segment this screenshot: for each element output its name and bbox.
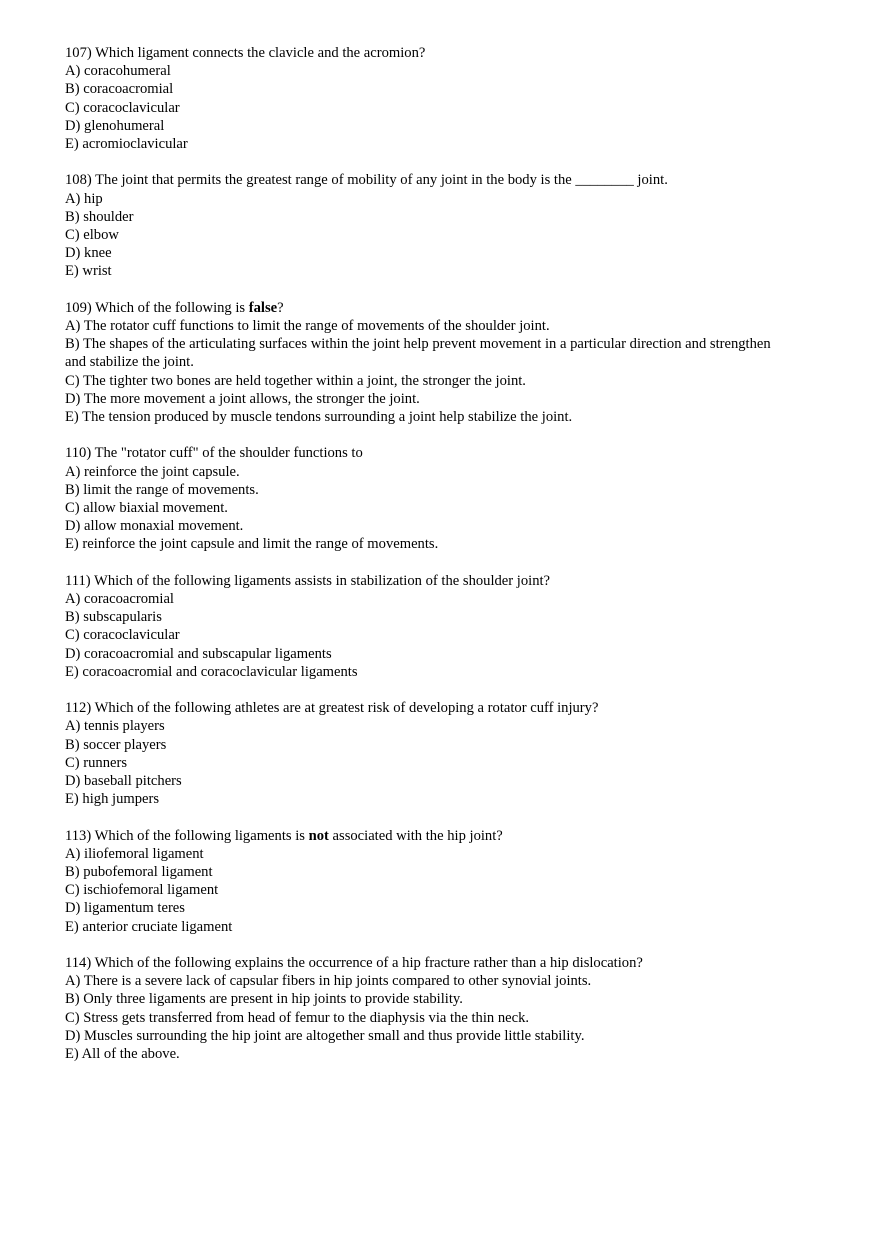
answer-option: A) The rotator cuff functions to limit the range of movements of the shoulder joint. bbox=[65, 318, 550, 335]
answer-option: A) iliofemoral ligament bbox=[65, 845, 204, 862]
answer-option: C) ischiofemoral ligament bbox=[65, 882, 219, 899]
answer-option: D) Muscles surrounding the hip joint are altogether small and thus provide little stability. bbox=[65, 1027, 585, 1044]
answer-option: A) reinforce the joint capsule. bbox=[65, 463, 240, 480]
answer-option: C) runners bbox=[65, 754, 128, 771]
answer-option: B) limit the range of movements. bbox=[65, 481, 259, 498]
answer-option: D) ligamentum teres bbox=[65, 900, 185, 917]
answer-option: C) allow biaxial movement. bbox=[65, 500, 228, 517]
question-stem: 108) The joint that permits the greatest range of mobility of any joint in the body is the ________ joint. bbox=[65, 172, 668, 189]
answer-option: C) The tighter two bones are held together within a joint, the stronger the joint. bbox=[65, 372, 526, 389]
answer-option: B) shoulder bbox=[65, 208, 134, 225]
answer-option: C) coracoclavicular bbox=[65, 99, 180, 116]
question-112 bbox=[65, 699, 785, 808]
question-111 bbox=[65, 572, 785, 681]
answer-option: A) tennis players bbox=[65, 718, 165, 735]
answer-option: E) reinforce the joint capsule and limit the range of movements. bbox=[65, 536, 439, 553]
answer-option: D) The more movement a joint allows, the stronger the joint. bbox=[65, 390, 420, 407]
answer-option: E) wrist bbox=[65, 263, 112, 280]
answer-option: D) baseball pitchers bbox=[65, 773, 182, 790]
question-113 bbox=[65, 827, 785, 936]
answer-option: A) hip bbox=[65, 190, 103, 207]
answer-option: E) high jumpers bbox=[65, 791, 160, 808]
question-stem: 113) Which of the following ligaments is not associated with the hip joint? bbox=[65, 827, 503, 844]
question-stem: 109) Which of the following is false? bbox=[65, 299, 284, 316]
question-stem: 107) Which ligament connects the clavicle and the acromion? bbox=[65, 45, 426, 61]
answer-option: B) coracoacromial bbox=[65, 81, 174, 98]
answer-option: C) coracoclavicular bbox=[65, 627, 180, 644]
question-stem: 112) Which of the following athletes are at greatest risk of developing a rotator cuff injury? bbox=[65, 700, 599, 717]
answer-option: E) The tension produced by muscle tendons surrounding a joint help stabilize the joint. bbox=[65, 409, 573, 426]
question-stem: 111) Which of the following ligaments assists in stabilization of the shoulder joint? bbox=[65, 572, 551, 589]
question-109 bbox=[65, 299, 785, 426]
question-114 bbox=[65, 954, 785, 1063]
answer-option: A) coracohumeral bbox=[65, 63, 171, 80]
answer-option: B) subscapularis bbox=[65, 609, 162, 626]
answer-option: C) elbow bbox=[65, 227, 119, 244]
question-stem: 114) Which of the following explains the occurrence of a hip fracture rather than a hip dislocation? bbox=[65, 955, 643, 972]
answer-option: E) acromioclavicular bbox=[65, 136, 188, 153]
answer-option: B) pubofemoral ligament bbox=[65, 864, 213, 881]
answer-option: E) anterior cruciate ligament bbox=[65, 918, 233, 935]
document-page bbox=[65, 44, 785, 1081]
answer-option: D) allow monaxial movement. bbox=[65, 518, 244, 535]
answer-option: B) The shapes of the articulating surfaces within the joint help prevent movement in a particular direction and strengthen and stabilize the joint. bbox=[65, 336, 771, 371]
answer-option: A) There is a severe lack of capsular fibers in hip joints compared to other synovial joints. bbox=[65, 973, 592, 990]
emphasis-word: false bbox=[248, 299, 278, 316]
question-stem: 110) The "rotator cuff" of the shoulder functions to bbox=[65, 445, 363, 462]
answer-option: B) Only three ligaments are present in hip joints to provide stability. bbox=[65, 991, 463, 1008]
answer-option: E) All of the above. bbox=[65, 1046, 180, 1063]
emphasis-word: not bbox=[308, 827, 329, 844]
question-108 bbox=[65, 171, 785, 280]
answer-option: E) coracoacromial and coracoclavicular ligaments bbox=[65, 663, 358, 680]
question-110 bbox=[65, 444, 785, 553]
answer-option: D) coracoacromial and subscapular ligaments bbox=[65, 645, 332, 662]
answer-option: D) glenohumeral bbox=[65, 117, 165, 134]
answer-option: B) soccer players bbox=[65, 736, 167, 753]
answer-option: A) coracoacromial bbox=[65, 591, 174, 608]
question-107 bbox=[65, 44, 785, 153]
answer-option: D) knee bbox=[65, 245, 112, 262]
answer-option: C) Stress gets transferred from head of femur to the diaphysis via the thin neck. bbox=[65, 1009, 530, 1026]
